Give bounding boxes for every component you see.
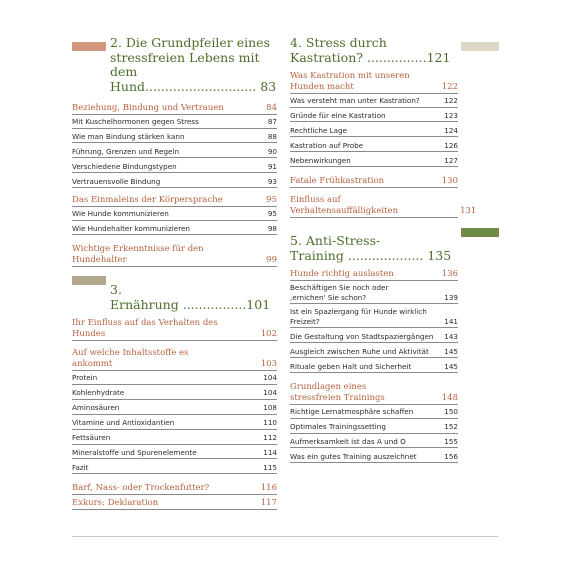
chapter-5-title: 5. Anti-Stress-Training xyxy=(290,233,381,263)
toc-row[interactable] xyxy=(72,448,277,460)
section-title: Was Kastration mit unseren Hunden macht xyxy=(290,71,410,92)
section-page: 148 xyxy=(441,393,458,404)
chapter-3-heading[interactable] xyxy=(72,283,277,312)
section-kastration[interactable] xyxy=(290,71,458,94)
row-title: Beschäftigen Sie noch oder ‚ernichen' Sie schon? xyxy=(290,283,389,303)
section-title: Exkurs: Deklaration xyxy=(72,498,159,509)
row-title: Aufmerksamkeit ist das A und O xyxy=(290,436,406,446)
section-einfluss[interactable] xyxy=(72,318,277,341)
row-title: Was versteht man unter Kastration? xyxy=(290,96,420,105)
chapter-4-page: 121 xyxy=(426,49,451,65)
toc-row[interactable] xyxy=(290,141,458,153)
row-page: 127 xyxy=(444,155,458,165)
row-page: 145 xyxy=(444,361,458,371)
row-page: 145 xyxy=(444,346,458,356)
chapter-5-page: 135 xyxy=(427,247,452,263)
row-title: Aminosäuren xyxy=(72,403,120,413)
section-title: Einfluss auf Verhaltensauffälligkeiten xyxy=(290,195,399,217)
chapter-2-heading[interactable] xyxy=(72,36,277,94)
toc-row[interactable] xyxy=(290,307,458,328)
section-erkenntnisse[interactable] xyxy=(72,244,277,267)
row-page: 123 xyxy=(444,110,458,120)
toc-right-column xyxy=(290,35,477,467)
chapter-4-heading[interactable] xyxy=(290,36,458,65)
section-inhaltsstoffe[interactable] xyxy=(72,348,277,371)
toc-row[interactable] xyxy=(72,209,277,221)
toc-row[interactable] xyxy=(72,177,277,189)
row-title: Optimales Trainingssetting xyxy=(290,422,386,432)
chapter-2-dots: ............................ xyxy=(145,78,257,94)
chapter-3-dots: ................ xyxy=(182,296,247,312)
toc-row[interactable] xyxy=(72,224,277,236)
row-page: 152 xyxy=(444,422,458,432)
chapter-4-title: 4. Stress durch Kastration? xyxy=(290,35,387,65)
row-title: Vertrauensvolle Bindung xyxy=(72,176,161,186)
row-title: Kastration auf Probe xyxy=(290,140,364,150)
section-barf[interactable] xyxy=(72,483,277,495)
section-deklaration[interactable] xyxy=(72,498,277,510)
row-title: Wie man Bindung stärken kann xyxy=(72,131,185,141)
section-title: Fatale Frühkastration xyxy=(290,176,385,187)
toc-row[interactable] xyxy=(290,362,458,374)
row-title: Gründe für eine Kastration xyxy=(290,110,386,120)
row-title: Mineralstoffe und Spurenelemente xyxy=(72,447,197,457)
chapter-3-title: 3. Ernährung xyxy=(110,282,179,312)
row-page: 141 xyxy=(444,317,458,327)
row-page: 95 xyxy=(267,209,277,219)
toc-row[interactable] xyxy=(290,156,458,168)
toc-row[interactable] xyxy=(290,96,458,108)
row-page: 91 xyxy=(267,161,277,171)
row-page: 93 xyxy=(267,176,277,186)
row-page: 108 xyxy=(263,403,277,413)
row-page: 114 xyxy=(263,447,277,457)
toc-row[interactable] xyxy=(290,347,458,359)
toc-row[interactable] xyxy=(72,117,277,129)
row-page: 110 xyxy=(263,418,277,428)
row-page: 98 xyxy=(267,223,277,233)
chapter-5-heading[interactable] xyxy=(290,234,458,263)
section-title: Das Einmaleins der Körpersprache xyxy=(72,195,223,206)
row-title: Die Gestaltung von Stadtspaziergängen xyxy=(290,331,434,341)
row-title: Protein xyxy=(72,373,98,383)
row-page: 150 xyxy=(444,407,458,417)
section-title: Hunde richtig auslasten xyxy=(290,269,394,280)
row-title: Wie Hundehalter kommunizieren xyxy=(72,223,190,233)
toc-row[interactable] xyxy=(72,403,277,415)
section-title: Ihr Einfluss auf das Verhalten des Hundes xyxy=(72,318,218,340)
section-grundlagen[interactable] xyxy=(290,382,458,405)
page-bottom-rule xyxy=(72,536,498,537)
toc-row[interactable] xyxy=(72,132,277,144)
toc-row[interactable] xyxy=(72,162,277,174)
section-page: 99 xyxy=(266,255,277,266)
row-title: Ausgleich zwischen Ruhe und Aktivität xyxy=(290,346,429,356)
row-title: Fazit xyxy=(72,462,89,472)
section-koerpersprache[interactable] xyxy=(72,195,277,207)
chapter-5-dots: ................... xyxy=(347,247,424,263)
section-page: 122 xyxy=(441,82,458,92)
section-title: Beziehung, Bindung und Vertrauen xyxy=(72,103,224,113)
toc-row[interactable] xyxy=(72,147,277,159)
section-fruehkastration[interactable] xyxy=(290,176,458,188)
section-page: 130 xyxy=(441,176,458,187)
section-beziehung[interactable] xyxy=(72,103,277,115)
toc-row[interactable] xyxy=(72,433,277,445)
row-page: 155 xyxy=(444,436,458,446)
row-page: 115 xyxy=(263,462,277,472)
row-page: 112 xyxy=(263,433,277,443)
toc-row[interactable] xyxy=(290,422,458,434)
section-title: Wichtige Erkenntnisse für den Hundehalter xyxy=(72,244,204,266)
toc-left-column xyxy=(72,36,277,512)
row-title: Ist ein Spaziergang für Hunde wirklich Freizeit? xyxy=(290,307,427,327)
row-title: Verschiedene Bindungstypen xyxy=(72,161,177,171)
toc-row[interactable] xyxy=(290,452,458,464)
chapter-2-page: 83 xyxy=(260,78,277,94)
row-title: Kohlenhydrate xyxy=(72,388,125,398)
toc-row[interactable] xyxy=(72,373,277,385)
section-page: 136 xyxy=(441,269,458,280)
row-page: 124 xyxy=(444,125,458,135)
section-page: 116 xyxy=(260,483,277,494)
section-auslasten[interactable] xyxy=(290,269,458,281)
row-page: 126 xyxy=(444,140,458,150)
toc-row[interactable] xyxy=(290,126,458,138)
section-page: 103 xyxy=(260,359,277,370)
section-page: 131 xyxy=(460,206,477,217)
section-page: 102 xyxy=(260,329,277,340)
section-title: Barf, Nass- oder Trockenfutter? xyxy=(72,483,210,494)
row-page: 90 xyxy=(267,146,277,156)
row-title: Nebenwirkungen xyxy=(290,155,351,165)
toc-row[interactable] xyxy=(290,111,458,123)
row-page: 143 xyxy=(444,331,458,341)
row-title: Vitamine und Antioxidantien xyxy=(72,418,175,428)
row-page: 139 xyxy=(444,293,458,303)
row-title: Rituale geben Halt und Sicherheit xyxy=(290,361,412,371)
chapter-2-title: 2. Die Grundpfeiler eines stressfreien Lebens mit dem Hund xyxy=(110,35,270,94)
row-page: 156 xyxy=(444,451,458,461)
toc-row[interactable] xyxy=(72,463,277,475)
toc-row[interactable] xyxy=(290,283,458,304)
row-title: Mit Kuschelhormonen gegen Stress xyxy=(72,117,199,126)
row-title: Rechtliche Lage xyxy=(290,125,348,135)
row-title: Was ein gutes Training auszeichnet xyxy=(290,451,417,461)
section-page: 117 xyxy=(260,498,277,509)
row-title: Richtige Lernatmosphäre schaffen xyxy=(290,407,414,417)
toc-row[interactable] xyxy=(290,437,458,449)
toc-row[interactable] xyxy=(290,332,458,344)
row-page: 88 xyxy=(267,131,277,141)
section-title: Auf welche Inhaltsstoffe es ankommt xyxy=(72,348,189,370)
section-verhaltensauffaelligkeiten[interactable] xyxy=(290,195,477,218)
chapter-4-dots: ............... xyxy=(366,49,427,65)
toc-row[interactable] xyxy=(72,418,277,430)
section-page: 95 xyxy=(266,195,277,206)
section-page: 84 xyxy=(266,103,277,113)
chapter-tab-4 xyxy=(461,42,499,51)
row-page: 87 xyxy=(267,117,277,126)
row-title: Führung, Grenzen und Regeln xyxy=(72,146,180,156)
row-page: 104 xyxy=(263,388,277,398)
toc-row[interactable] xyxy=(72,388,277,400)
row-page: 104 xyxy=(263,373,277,383)
row-title: Fettsäuren xyxy=(72,433,111,443)
section-title: Grundlagen eines stressfreien Trainings xyxy=(290,382,385,404)
toc-row[interactable] xyxy=(290,407,458,419)
row-page: 122 xyxy=(444,96,458,105)
chapter-tab-5 xyxy=(461,228,499,237)
row-title: Wie Hunde kommunizieren xyxy=(72,209,169,219)
chapter-3-page: 101 xyxy=(246,296,271,312)
